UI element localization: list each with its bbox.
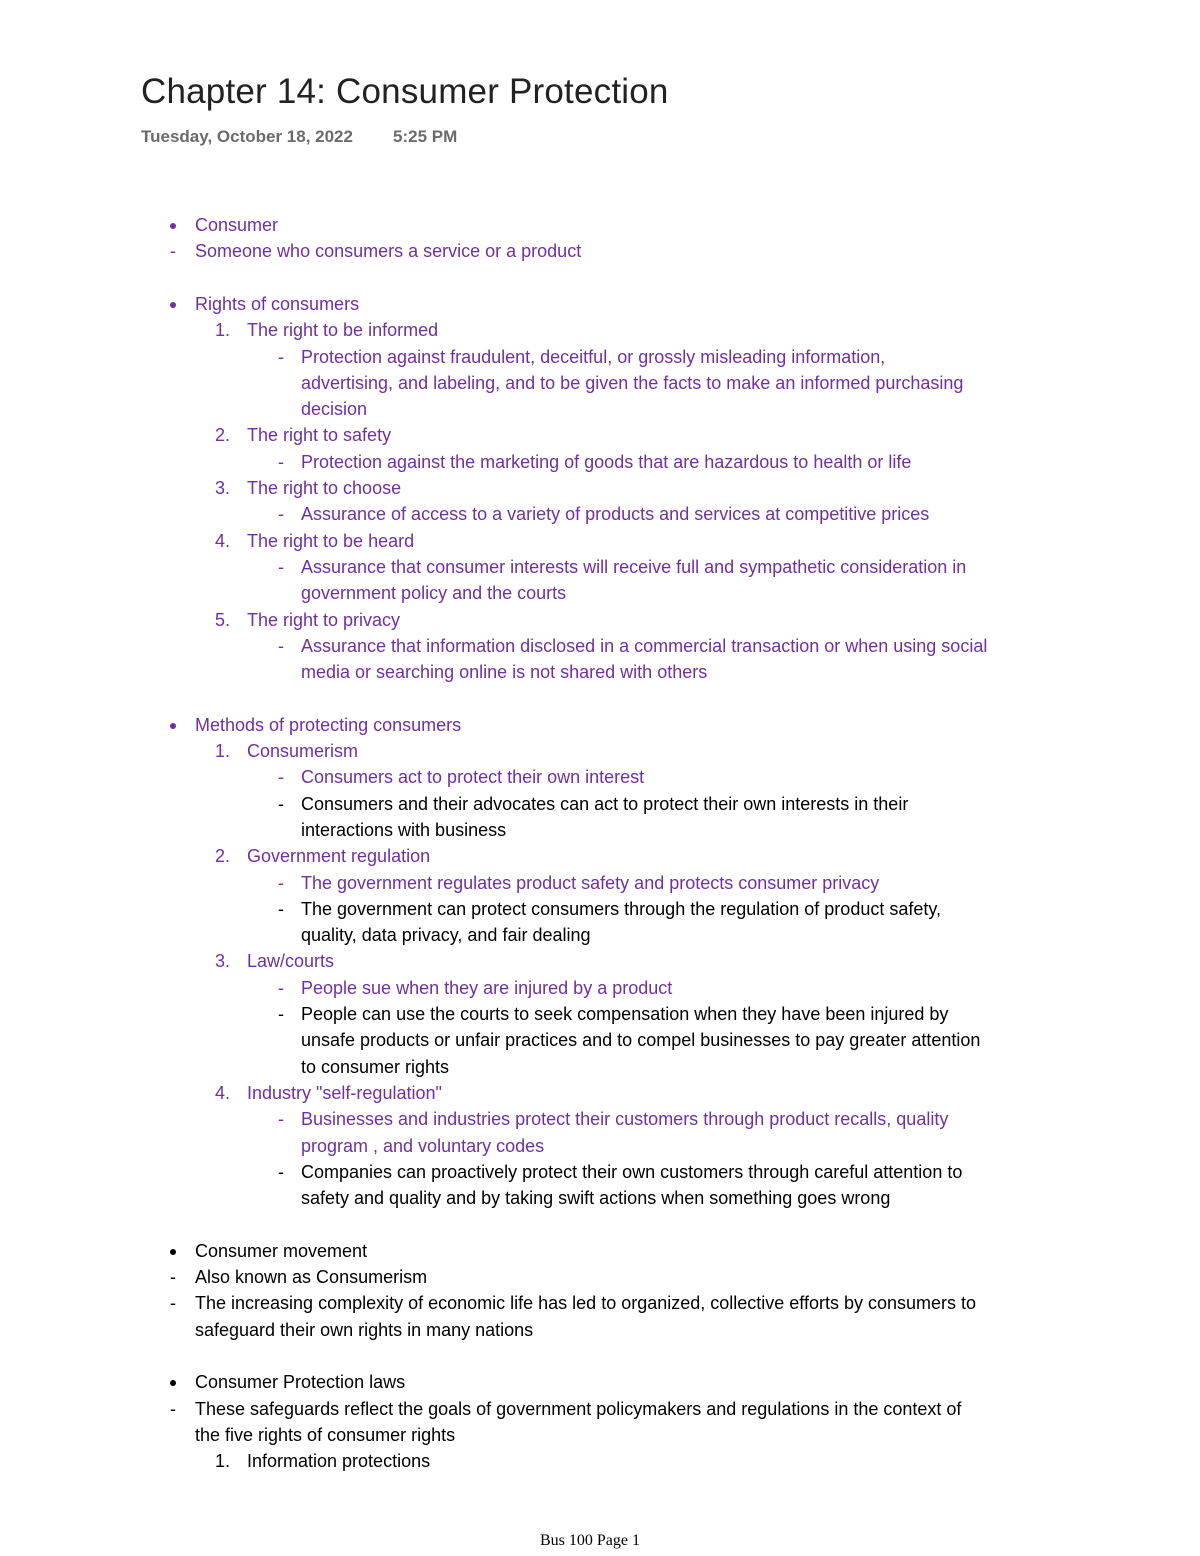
list-item-text: Industry "self-regulation" (247, 1082, 442, 1103)
list-item-text: safety and quality and by taking swift actions when something goes wrong (301, 1188, 891, 1209)
list-item-text: The government regulates product safety and protects consumer privacy (301, 872, 880, 893)
page-footer: Bus 100 Page 1 (540, 1532, 640, 1549)
note-time: 5:25 PM (393, 127, 458, 146)
list-item-text: The right to be informed (247, 320, 439, 341)
list-item-text: program , and voluntary codes (301, 1135, 545, 1156)
list-item-text: Companies can proactively protect their own customers through careful attention to (301, 1161, 963, 1182)
dash-marker: - (278, 346, 284, 367)
list-item-text: quality, data privacy, and fair dealing (301, 925, 591, 946)
list-item-text: interactions with business (301, 819, 507, 840)
list-item-text: to consumer rights (301, 1056, 450, 1077)
dash-marker: - (170, 1267, 176, 1287)
dash-marker: - (278, 793, 284, 814)
list-item-text: Someone who consumers a service or a product (195, 241, 582, 262)
list-item-text: People sue when they are injured by a product (301, 977, 673, 998)
list-item-text: Consumerism (247, 741, 359, 761)
note-date: Tuesday, October 18, 2022 (141, 127, 353, 146)
list-item-text: the five rights of consumer rights (195, 1424, 456, 1445)
list-item-text: Methods of protecting consumers (195, 714, 462, 735)
number-marker: 1. (215, 741, 231, 761)
number-marker: 2. (215, 425, 231, 446)
list-item-text: Assurance that information disclosed in a commercial transaction or when using social (301, 635, 988, 656)
list-item-text: Government regulation (247, 846, 431, 867)
list-item-text: Consumer (195, 215, 279, 235)
list-item-text: Consumers and their advocates can act to protect their own interests in their (301, 793, 909, 814)
dash-marker: - (278, 898, 284, 919)
dash-marker: - (170, 1293, 176, 1314)
number-marker: 1. (215, 320, 231, 341)
list-item-text: Information protections (247, 1451, 431, 1472)
list-item-text: Protection against fraudulent, deceitful, or grossly misleading information, (301, 346, 886, 367)
number-marker: 1. (215, 1451, 231, 1472)
list-item-text: Consumer movement (195, 1240, 368, 1261)
bullet-dot (170, 1380, 176, 1386)
list-item-text: media or searching online is not shared with others (301, 662, 708, 683)
list-item-text: The right to privacy (247, 609, 401, 630)
list-item-text: Rights of consumers (195, 293, 360, 314)
list-item-text: These safeguards reflect the goals of government policymakers and regulations in the context of (195, 1398, 962, 1419)
dash-marker: - (278, 1004, 284, 1024)
list-item-text: Assurance that consumer interests will receive full and sympathetic consideration in (301, 556, 967, 577)
number-marker: 4. (215, 1082, 231, 1103)
dash-marker: - (278, 1161, 284, 1182)
bullet-dot (170, 302, 176, 308)
list-item-text: The right to choose (247, 478, 402, 498)
list-item-text: The increasing complexity of economic life has led to organized, collective efforts by consumers to (195, 1293, 977, 1314)
number-marker: 2. (215, 846, 231, 867)
number-marker: 3. (215, 478, 231, 498)
list-item-text: People can use the courts to seek compensation when they have been injured by (301, 1004, 949, 1024)
bullet-dot (170, 723, 176, 729)
list-item-text: advertising, and labeling, and to be given the facts to make an informed purchasing (301, 372, 964, 393)
list-item-text: The government can protect consumers through the regulation of product safety, (301, 898, 942, 919)
dash-marker: - (278, 556, 284, 577)
list-item-text: safeguard their own rights in many nations (195, 1319, 534, 1340)
page-title: Chapter 14: Consumer Protection (141, 72, 669, 111)
dash-marker: - (278, 1109, 284, 1130)
number-marker: 3. (215, 951, 231, 972)
dash-marker: - (278, 767, 284, 788)
dash-marker: - (278, 451, 284, 472)
list-item-text: Protection against the marketing of goods that are hazardous to health or life (301, 451, 912, 472)
dash-marker: - (170, 1398, 176, 1419)
list-item-text: The right to be heard (247, 530, 415, 551)
list-item-text: Consumer Protection laws (195, 1372, 406, 1393)
number-marker: 5. (215, 609, 231, 630)
dash-marker: - (170, 241, 176, 262)
dash-marker: - (278, 872, 284, 893)
list-item-text: Businesses and industries protect their customers through product recalls, quality (301, 1109, 949, 1130)
list-item-text: Also known as Consumerism (195, 1267, 428, 1287)
dash-marker: - (278, 635, 284, 656)
number-marker: 4. (215, 530, 231, 551)
list-item-text: unsafe products or unfair practices and to compel businesses to pay greater attention (301, 1030, 981, 1051)
list-item-text: decision (301, 399, 368, 420)
list-item-text: Consumers act to protect their own interest (301, 767, 645, 788)
bullet-dot (170, 1249, 176, 1255)
list-item-text: Assurance of access to a variety of products and services at competitive prices (301, 504, 930, 525)
bullet-dot (170, 223, 176, 229)
dash-marker: - (278, 504, 284, 525)
dash-marker: - (278, 977, 284, 998)
list-item-text: The right to safety (247, 425, 392, 446)
list-item-text: Law/courts (247, 951, 335, 972)
list-item-text: government policy and the courts (301, 583, 567, 604)
